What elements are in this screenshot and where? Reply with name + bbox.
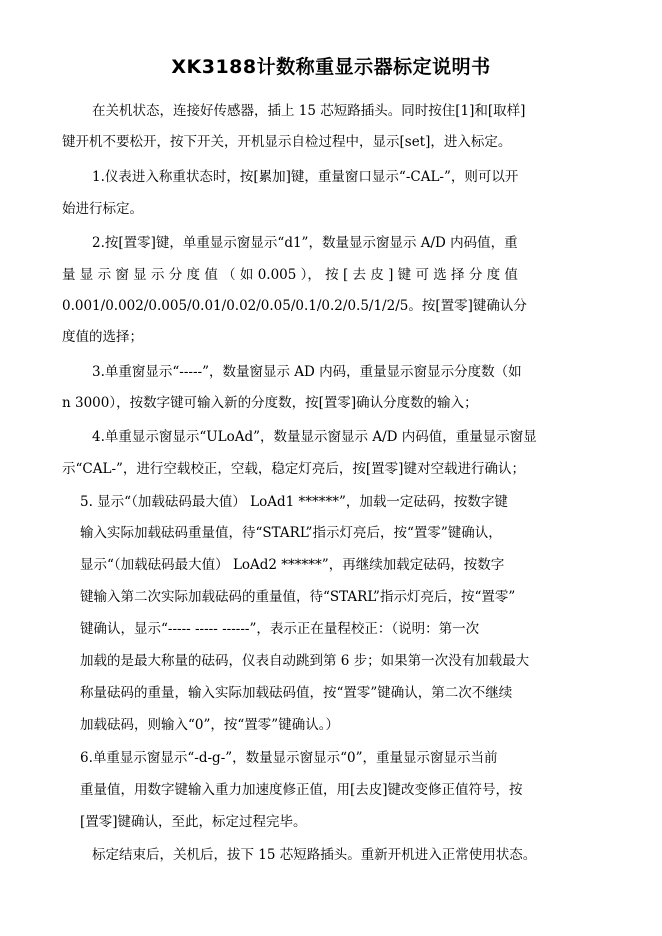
step4-line-1: 4.单重显示窗显示“ULoAd”，数量显示窗显示 A/D 内码值，重量显示窗显 [92, 429, 537, 445]
step5-line-5: 键确认，显示“----- ----- ------”，表示正在量程校正：（说明：第一次 [80, 621, 480, 637]
outro-line-1: 标定结束后，关机后，拔下 15 芯短路插头。重新开机进入正常使用状态。 [92, 847, 537, 863]
step1-line-1: 1.仪表进入称重状态时，按[累加]键，重量窗口显示“-CAL-”，则可以开 [92, 169, 519, 185]
step1-line-2: 始进行标定。 [62, 201, 143, 217]
step5-line-1: 5. 显示“（加载砝码最大值） LoAd1 ******”，加载一定砝码，按数字键 [80, 494, 508, 510]
step5-line-6: 加载的是最大称量的砝码，仪表自动跳到第 6 步；如果第一次没有加载最大 [80, 653, 530, 669]
document-title: XK3188计数称重显示器标定说明书 [171, 56, 491, 78]
step2-line-2: 量 显 示 窗 显 示 分 度 值 （ 如 0.005 ）， 按 [ 去 皮 ] 键 可 选 择 分 度 值 [62, 267, 518, 283]
step3-line-1: 3.单重窗显示“-----”，数量窗显示 AD 内码，重量显示窗显示分度数（如 [92, 364, 522, 380]
step2-line-4: 度值的选择； [62, 329, 143, 345]
step6-line-1: 6.单重显示窗显示“-d-g-”，数量显示窗显示“0”，重量显示窗显示当前 [80, 750, 498, 766]
step5-line-7: 称量砝码的重量，输入实际加载砝码值，按“置零”键确认，第二次不继续 [80, 685, 513, 701]
step4-line-2: 示“CAL-”，进行空载校正，空载，稳定灯亮后，按[置零]键对空载进行确认； [62, 461, 525, 477]
intro-line-1: 在关机状态，连接好传感器，插上 15 芯短路插头。同时按住[1]和[取样] [92, 103, 526, 119]
step5-line-2: 输入实际加载砝码重量值，待“STARL”指示灯亮后，按“置零”键确认， [80, 525, 502, 541]
step5-line-8: 加载砝码，则输入“0”，按“置零”键确认。） [80, 717, 339, 733]
step2-line-3: 0.001/0.002/0.005/0.01/0.02/0.05/0.1/0.2/0.5/1/2/5。按[置零]键确认分 [62, 298, 527, 314]
step6-line-3: [置零]键确认，至此，标定过程完毕。 [80, 814, 307, 830]
intro-line-2: 键开机不要松开，按下开关，开机显示自检过程中，显示[set]，进入标定。 [62, 134, 512, 150]
step3-line-2: n 3000），按数字键可输入新的分度数，按[置零]确认分度数的输入； [62, 395, 478, 411]
step5-line-3: 显示“（加载砝码最大值） LoAd2 ******”，再继续加载定砝码，按数字 [80, 557, 505, 573]
step5-line-4: 键输入第二次实际加载砝码的重量值，待“STARL”指示灯亮后，按“置零” [80, 589, 516, 605]
step6-line-2: 重量值，用数字键输入重力加速度修正值，用[去皮]键改变修正值符号，按 [80, 782, 523, 798]
step2-line-1: 2.按[置零]键，单重显示窗显示“d1”，数量显示窗显示 A/D 内码值，重 [92, 235, 518, 251]
